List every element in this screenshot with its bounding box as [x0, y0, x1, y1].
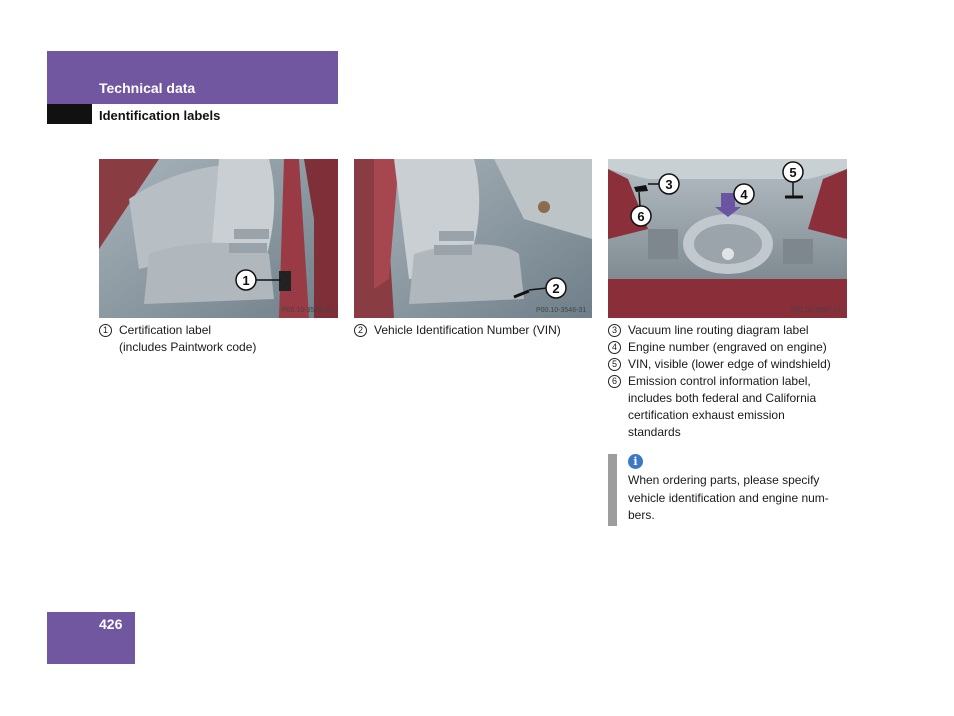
- caption-line: Emission control information label,: [628, 374, 811, 388]
- caption-item: [608, 356, 852, 373]
- note-text: [628, 472, 853, 525]
- caption-item: [99, 322, 338, 356]
- callout-number: 4: [608, 341, 621, 354]
- caption-item: [608, 373, 852, 441]
- callout-number: 5: [608, 358, 621, 371]
- certification-label-marker: [279, 271, 291, 291]
- callout-3: 3: [665, 177, 673, 192]
- page-number-tab: [47, 612, 135, 664]
- caption-line: certification exhaust emission: [628, 408, 785, 422]
- info-icon: i: [628, 454, 643, 469]
- callout-number: 2: [354, 324, 367, 337]
- callout-4: 4: [740, 187, 748, 202]
- note-line: When ordering parts, please specify: [628, 473, 820, 487]
- caption-line: Vacuum line routing diagram label: [628, 323, 809, 337]
- caption-item: [608, 339, 852, 356]
- callout-1: 1: [242, 273, 250, 288]
- callout-5: 5: [789, 165, 797, 180]
- figure-code: P01.00-2697-31: [791, 307, 842, 314]
- caption-line: Certification label: [119, 323, 212, 337]
- figure-code: P00.10-3545-31: [282, 307, 333, 314]
- callout-6: 6: [637, 209, 645, 224]
- figure-certification-label: [99, 159, 338, 318]
- subsection-title: Identification labels: [99, 108, 221, 123]
- caption-item: [354, 322, 594, 339]
- subsection-marker: [47, 104, 92, 124]
- figure-code: P00.10-3546-31: [536, 307, 587, 314]
- section-title: Technical data: [99, 80, 196, 96]
- note-line: bers.: [628, 508, 655, 522]
- callout-number: 6: [608, 375, 621, 388]
- caption-line: Engine number (engraved on engine): [628, 340, 827, 354]
- page-number: 426: [99, 616, 123, 632]
- caption-left: [99, 322, 338, 356]
- caption-line: VIN, visible (lower edge of windshield): [628, 357, 831, 371]
- info-note: [608, 454, 857, 526]
- figure-vin: [354, 159, 592, 318]
- caption-line: includes both federal and California: [628, 391, 817, 405]
- engine-number-marker: [721, 193, 735, 207]
- figure-engine-bay: [608, 159, 847, 318]
- callout-number: 1: [99, 324, 112, 337]
- caption-middle: [354, 322, 594, 339]
- caption-line: (includes Paintwork code): [119, 340, 257, 354]
- caption-line: Vehicle Identification Number (VIN): [374, 323, 561, 337]
- section-header-bar: [47, 51, 338, 104]
- callout-number: 3: [608, 324, 621, 337]
- caption-right: [608, 322, 852, 441]
- caption-item: [608, 322, 852, 339]
- caption-line: standards: [628, 425, 681, 439]
- callout-2: 2: [552, 281, 560, 296]
- note-line: vehicle identification and engine num-: [628, 490, 829, 505]
